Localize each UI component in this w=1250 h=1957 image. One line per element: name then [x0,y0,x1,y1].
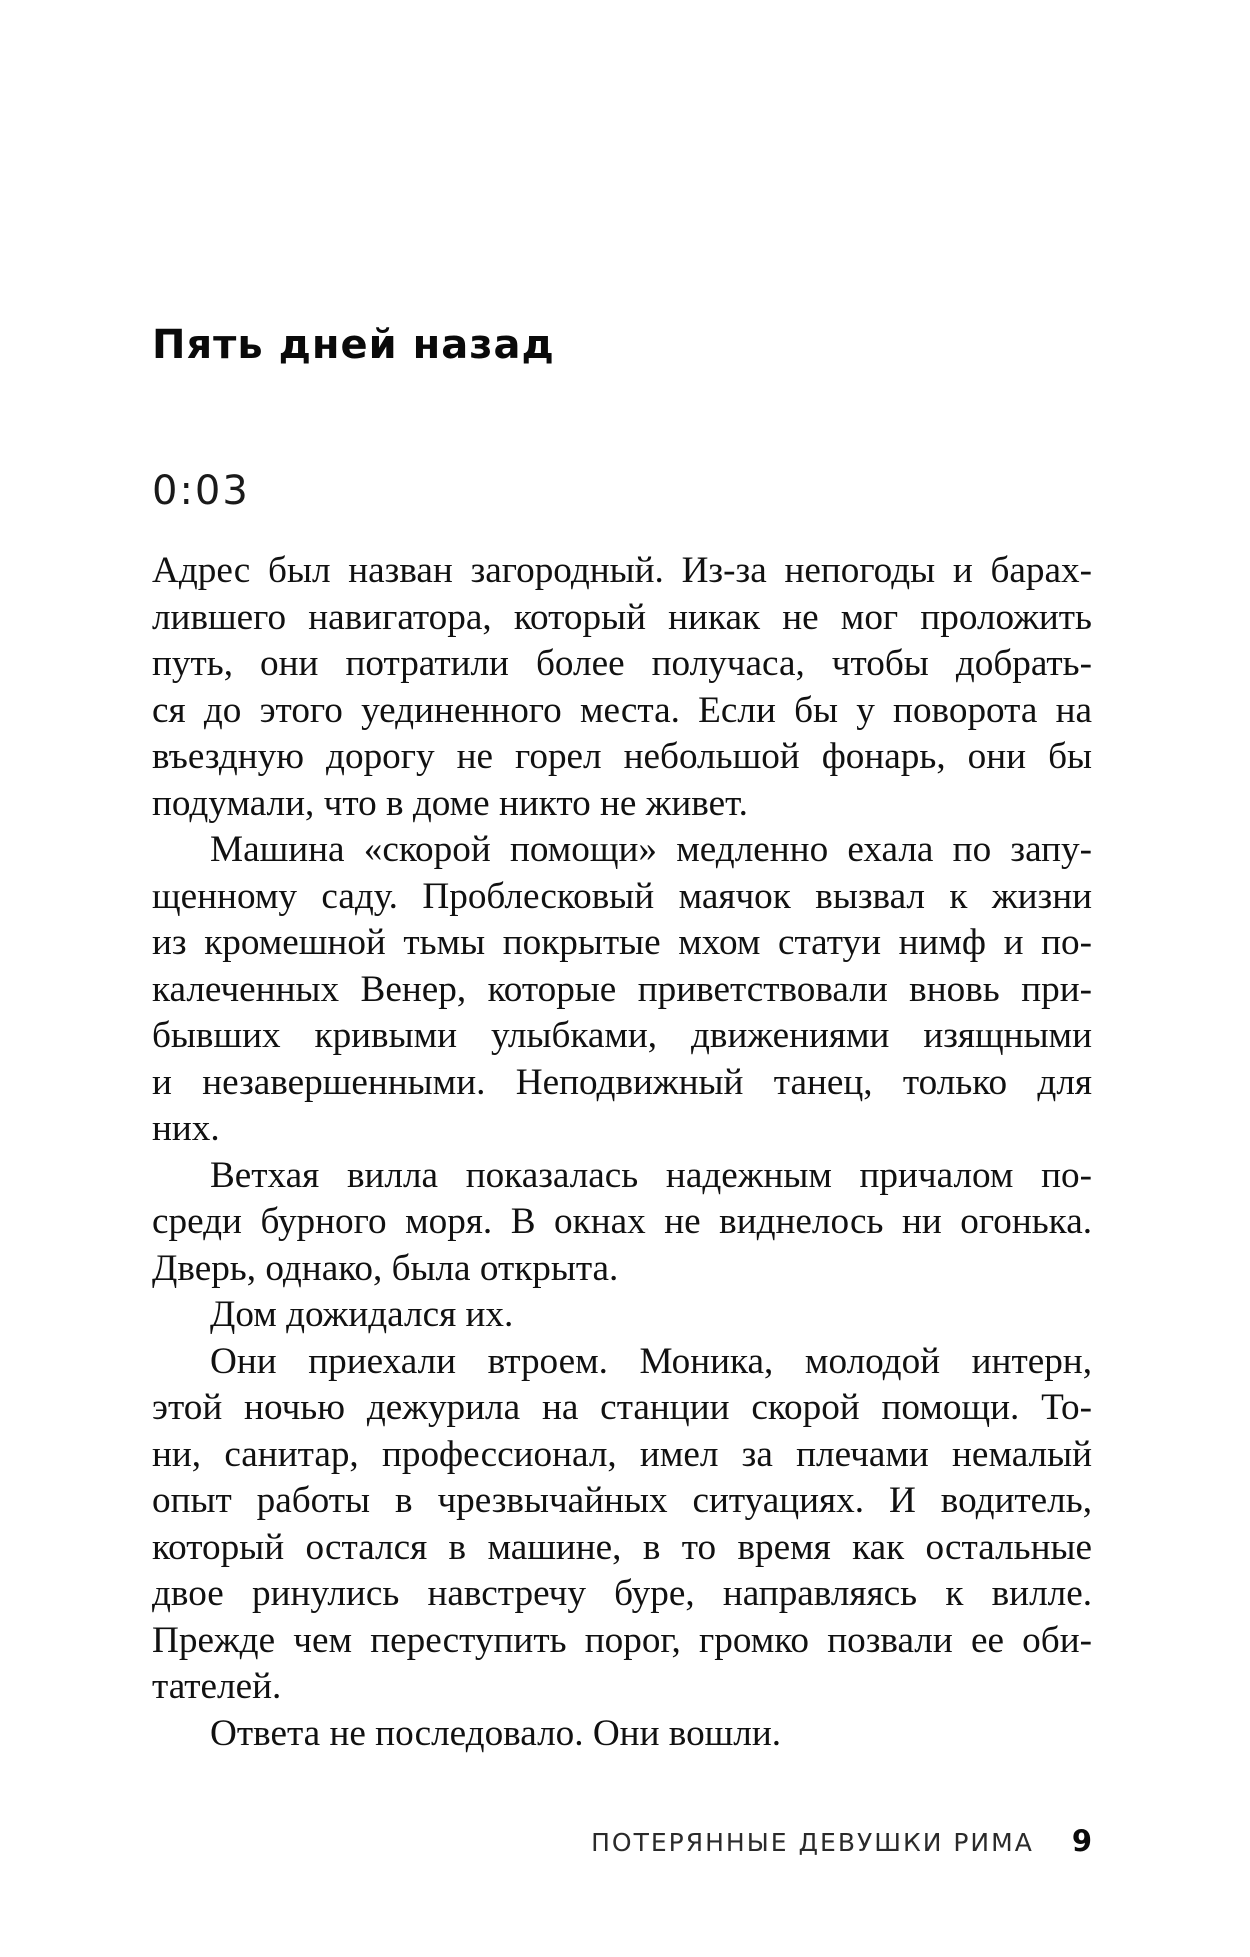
running-title: ПОТЕРЯННЫЕ ДЕВУШКИ РИМА [591,1828,1034,1857]
text-line: ни, санитар, профессионал, имел за плечами немалый [152,1433,1092,1475]
text-line: и незавершенными. Неподвижный танец, только для [152,1061,1092,1103]
text-line: лившего навигатора, который никак не мог проложить [152,596,1092,638]
text-line: Они приехали втроем. Моника, молодой интерн, [210,1340,1092,1382]
text-line: Ветхая вилла показалась надежным причалом по- [210,1154,1092,1196]
text-line: въездную дорогу не горел небольшой фонарь, они бы [152,736,1092,777]
text-line: подумали, что в доме никто не живет. [152,782,748,824]
text-line: опыт работы в чрезвычайных ситуациях. И водитель, [152,1480,1092,1521]
text-line: Машина «скорой помощи» медленно ехала по запу- [210,829,1092,870]
text-line: них. [152,1108,220,1149]
page-number: 9 [1071,1824,1092,1858]
text-line: щенному саду. Проблесковый маячок вызвал к жизни [152,875,1092,917]
text-line: двое ринулись навстречу буре, направляясь к вилле. [152,1573,1092,1614]
text-line: бывших кривыми улыбками, движениями изящными [152,1015,1092,1056]
text-line: Прежде чем переступить порог, громко позвали ее оби- [152,1619,1092,1661]
text-line: калеченных Венер, которые приветствовали вновь при- [152,968,1092,1010]
text-line: Дом дожидался их. [210,1294,514,1335]
text-line: тателей. [152,1666,282,1707]
text-line: который остался в машине, в то время как остальные [152,1526,1092,1568]
body-text [152,548,1092,1757]
section-timestamp: 0:03 [152,468,250,514]
text-line: Ответа не последовало. Они вошли. [210,1712,782,1754]
text-line: среди бурного моря. В окнах не виднелось ни огонька. [152,1201,1092,1242]
text-line: ся до этого уединенного места. Если бы у поворота на [152,689,1092,731]
chapter-heading: Пять дней назад [152,322,555,368]
page-footer [591,1824,1092,1858]
text-line: из кромешной тьмы покрытые мхом статуи нимф и по- [152,922,1092,963]
text-line: Адрес был назван загородный. Из-за непогоды и барах- [152,550,1092,591]
text-line: путь, они потратили более получаса, чтобы добрать- [152,643,1092,684]
text-line: этой ночью дежурила на станции скорой помощи. То- [152,1387,1092,1428]
text-line: Дверь, однако, была открыта. [152,1247,619,1289]
